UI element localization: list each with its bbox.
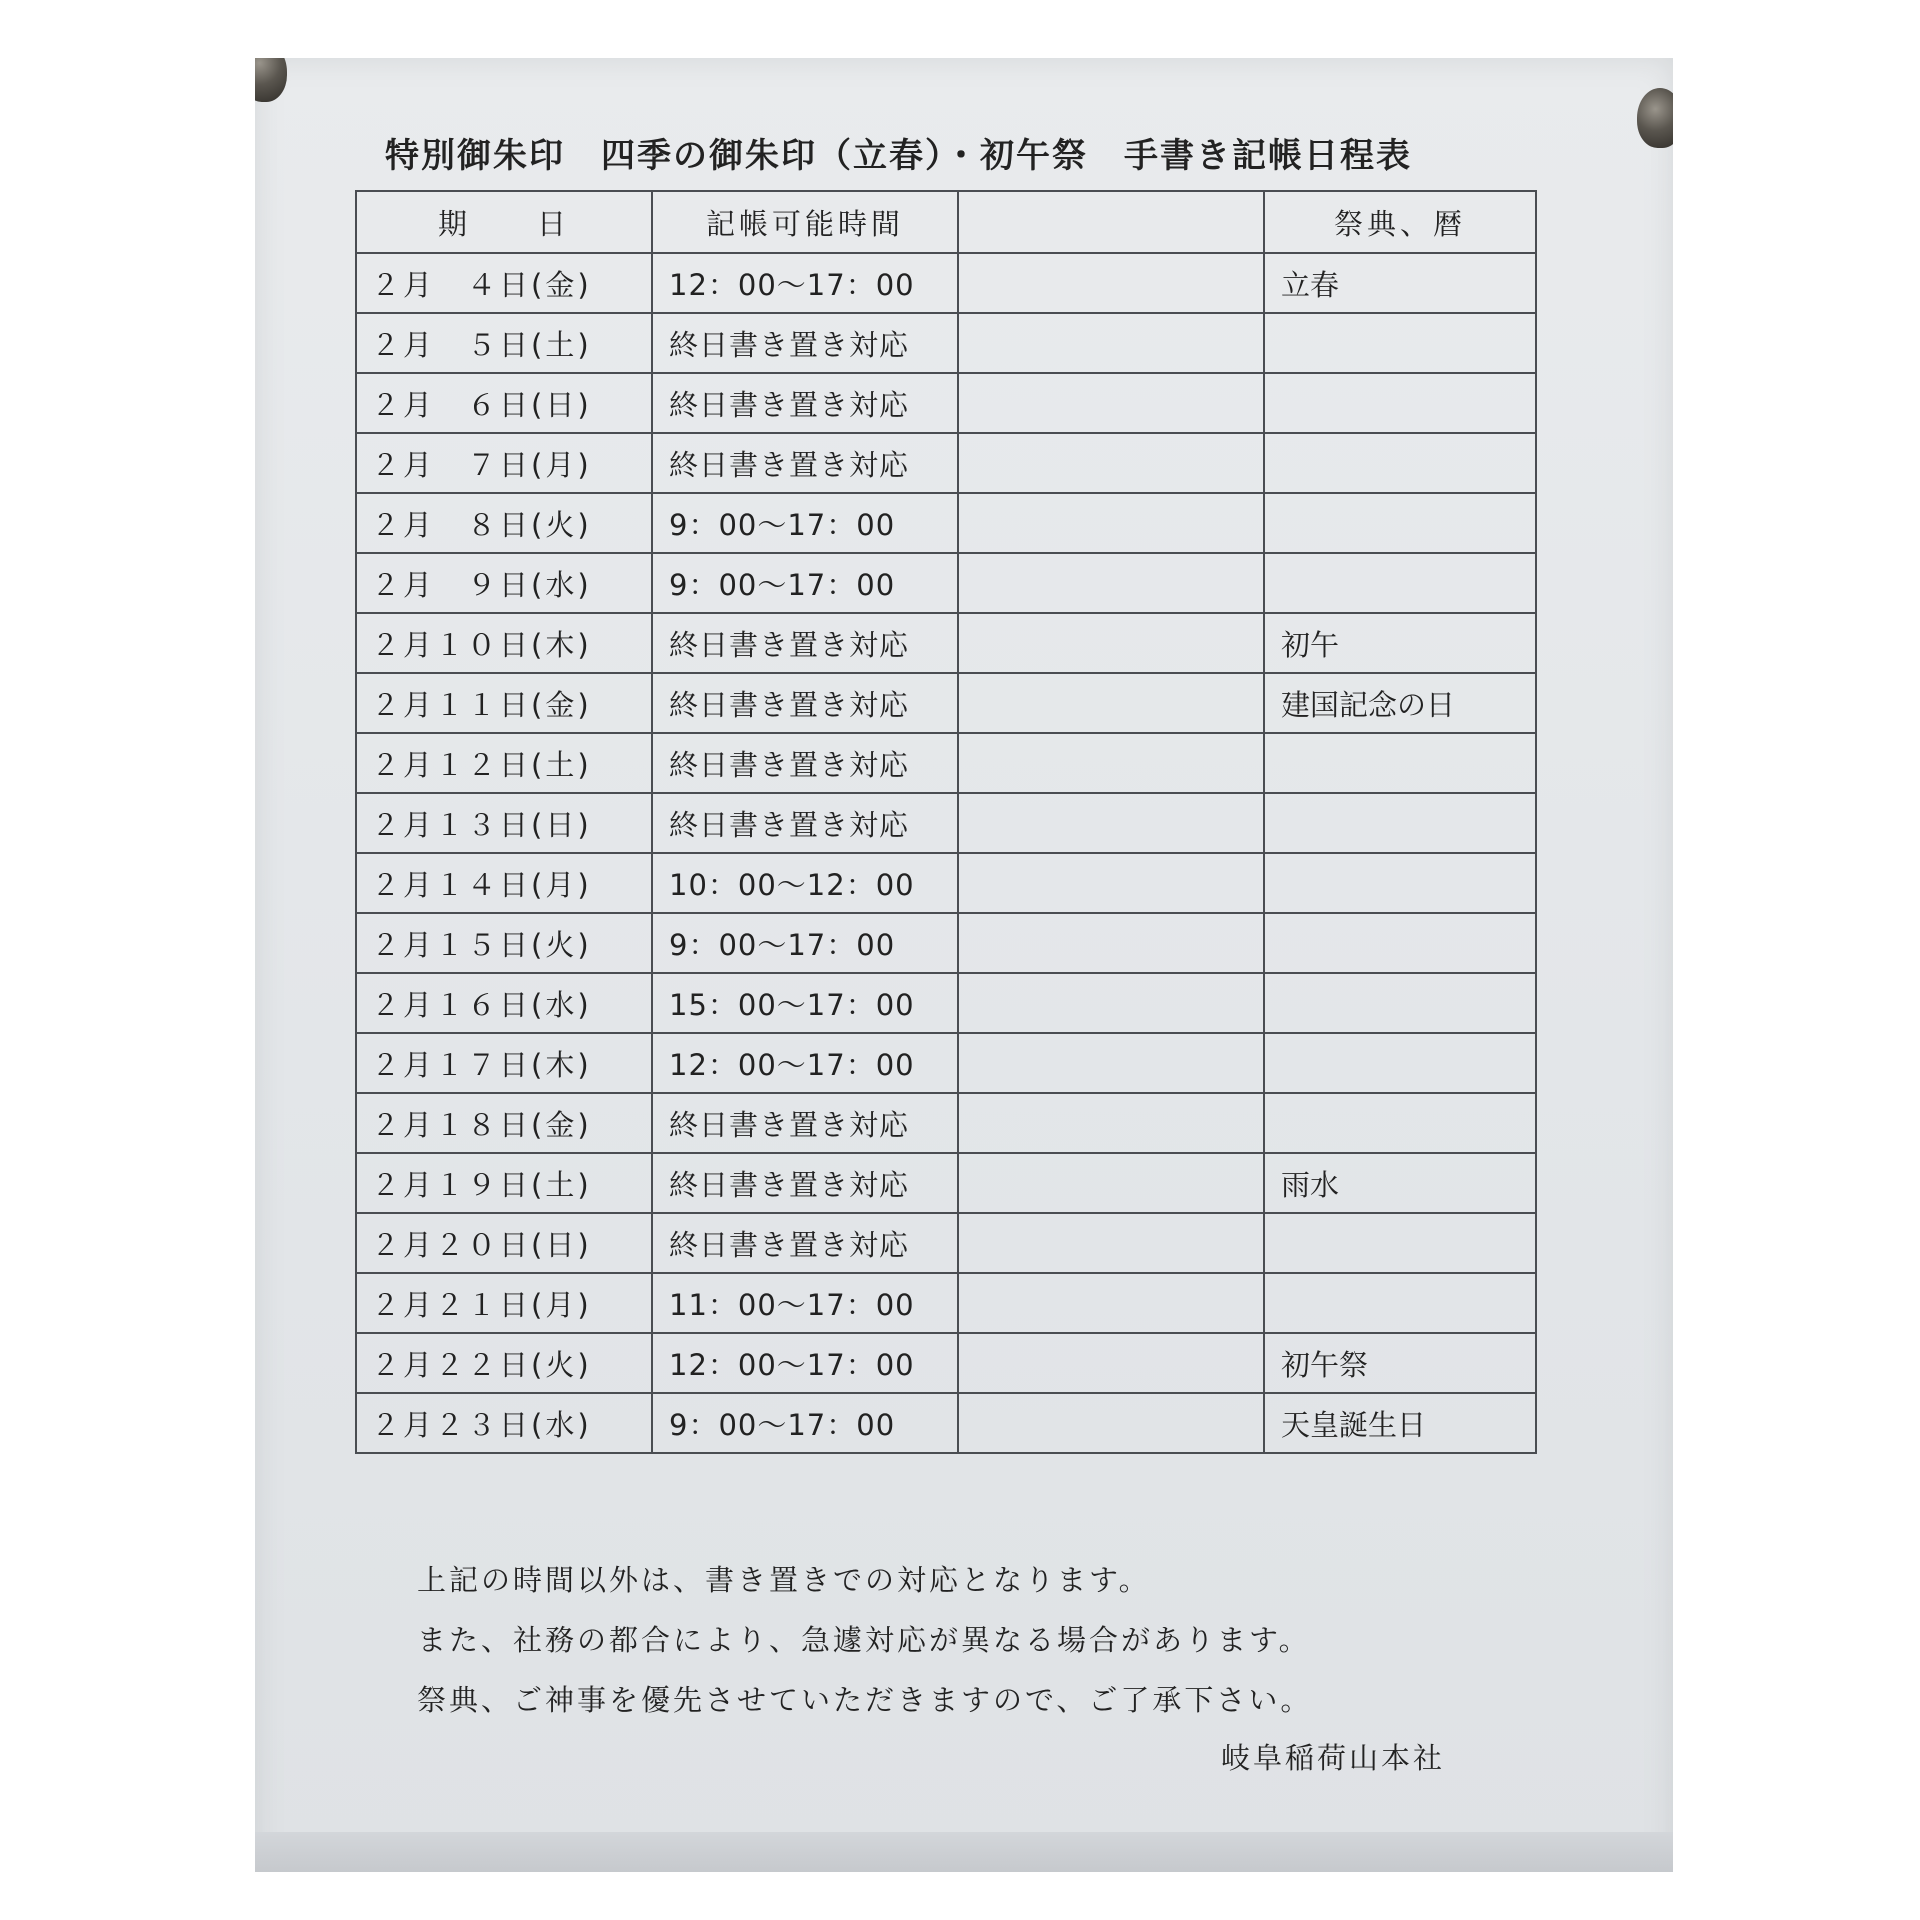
date-cell: ２月 ７日(月) <box>356 433 652 493</box>
date-cell: ２月 ４日(金) <box>356 253 652 313</box>
table-row <box>356 1213 1536 1273</box>
event-cell <box>1264 793 1536 853</box>
event-cell: 初午 <box>1264 613 1536 673</box>
note-line: 祭典、ご神事を優先させていただきますので、ご了承下さい。 <box>417 1683 1313 1717</box>
time-cell: 終日書き置き対応 <box>652 313 958 373</box>
table-row <box>356 673 1536 733</box>
note-line: 上記の時間以外は、書き置きでの対応となります。 <box>417 1563 1151 1597</box>
time-cell: 12：00～17：00 <box>652 1033 958 1093</box>
blank-cell <box>958 673 1264 733</box>
event-cell: 雨水 <box>1264 1153 1536 1213</box>
time-cell: 終日書き置き対応 <box>652 433 958 493</box>
blank-cell <box>958 253 1264 313</box>
pushpin-left-icon <box>255 58 287 102</box>
time-cell: 終日書き置き対応 <box>652 1153 958 1213</box>
time-cell: 12：00～17：00 <box>652 1333 958 1393</box>
blank-cell <box>958 1093 1264 1153</box>
table-row <box>356 493 1536 553</box>
blank-cell <box>958 433 1264 493</box>
blank-cell <box>958 613 1264 673</box>
blank-cell <box>958 853 1264 913</box>
time-cell: 終日書き置き対応 <box>652 1093 958 1153</box>
blank-cell <box>958 1273 1264 1333</box>
date-cell: ２月１４日(月) <box>356 853 652 913</box>
event-cell <box>1264 433 1536 493</box>
date-cell: ２月２３日(水) <box>356 1393 652 1453</box>
schedule-table <box>355 190 1537 1454</box>
table-row <box>356 313 1536 373</box>
time-cell: 終日書き置き対応 <box>652 673 958 733</box>
date-cell: ２月 ８日(火) <box>356 493 652 553</box>
event-cell <box>1264 733 1536 793</box>
time-cell: 15：00～17：00 <box>652 973 958 1033</box>
table-row <box>356 1033 1536 1093</box>
blank-cell <box>958 1333 1264 1393</box>
time-cell: 終日書き置き対応 <box>652 733 958 793</box>
table-header-row <box>356 191 1536 253</box>
pushpin-right-icon <box>1637 88 1673 148</box>
table-row <box>356 373 1536 433</box>
table-row <box>356 613 1536 673</box>
table-row <box>356 253 1536 313</box>
blank-cell <box>958 913 1264 973</box>
event-cell <box>1264 973 1536 1033</box>
event-cell <box>1264 313 1536 373</box>
document-title: 特別御朱印 四季の御朱印（立春）・初午祭 手書き記帳日程表 <box>385 136 1412 176</box>
posted-paper <box>255 58 1673 1872</box>
time-cell: 12：00～17：00 <box>652 253 958 313</box>
event-cell <box>1264 493 1536 553</box>
date-cell: ２月１３日(日) <box>356 793 652 853</box>
note-line: また、社務の都合により、急遽対応が異なる場合があります。 <box>417 1623 1311 1657</box>
event-cell <box>1264 913 1536 973</box>
event-cell <box>1264 553 1536 613</box>
time-cell: 終日書き置き対応 <box>652 373 958 433</box>
date-cell: ２月２２日(火) <box>356 1333 652 1393</box>
date-cell: ２月１５日(火) <box>356 913 652 973</box>
header-blank <box>958 191 1264 253</box>
date-cell: ２月 ５日(土) <box>356 313 652 373</box>
event-cell: 初午祭 <box>1264 1333 1536 1393</box>
blank-cell <box>958 733 1264 793</box>
date-cell: ２月１０日(木) <box>356 613 652 673</box>
table-row <box>356 1093 1536 1153</box>
table-row <box>356 733 1536 793</box>
date-cell: ２月２０日(日) <box>356 1213 652 1273</box>
event-cell: 立春 <box>1264 253 1536 313</box>
blank-cell <box>958 313 1264 373</box>
time-cell: 終日書き置き対応 <box>652 793 958 853</box>
date-cell: ２月１７日(木) <box>356 1033 652 1093</box>
date-cell: ２月 ６日(日) <box>356 373 652 433</box>
blank-cell <box>958 1393 1264 1453</box>
table-row <box>356 793 1536 853</box>
blank-cell <box>958 373 1264 433</box>
time-cell: 9：00～17：00 <box>652 913 958 973</box>
table-row <box>356 1153 1536 1213</box>
blank-cell <box>958 1153 1264 1213</box>
date-cell: ２月１６日(水) <box>356 973 652 1033</box>
event-cell <box>1264 1273 1536 1333</box>
time-cell: 11：00～17：00 <box>652 1273 958 1333</box>
event-cell <box>1264 1213 1536 1273</box>
time-cell: 終日書き置き対応 <box>652 613 958 673</box>
event-cell <box>1264 853 1536 913</box>
time-cell: 終日書き置き対応 <box>652 1213 958 1273</box>
blank-cell <box>958 1033 1264 1093</box>
date-cell: ２月１８日(金) <box>356 1093 652 1153</box>
paper-bottom-edge <box>255 1832 1673 1872</box>
header-time: 記帳可能時間 <box>652 191 958 253</box>
blank-cell <box>958 973 1264 1033</box>
table-row <box>356 433 1536 493</box>
time-cell: 9：00～17：00 <box>652 493 958 553</box>
blank-cell <box>958 793 1264 853</box>
table-row <box>356 1273 1536 1333</box>
shrine-signature: 岐阜稲荷山本社 <box>1220 1741 1445 1775</box>
table-row <box>356 1393 1536 1453</box>
event-cell: 建国記念の日 <box>1264 673 1536 733</box>
event-cell <box>1264 373 1536 433</box>
date-cell: ２月１１日(金) <box>356 673 652 733</box>
table-row <box>356 1333 1536 1393</box>
blank-cell <box>958 553 1264 613</box>
blank-cell <box>958 1213 1264 1273</box>
schedule-body <box>356 253 1536 1453</box>
header-date: 期 日 <box>356 191 652 253</box>
time-cell: 10：00～12：00 <box>652 853 958 913</box>
table-row <box>356 553 1536 613</box>
blank-cell <box>958 493 1264 553</box>
table-row <box>356 913 1536 973</box>
date-cell: ２月 ９日(水) <box>356 553 652 613</box>
notes <box>417 1550 1312 1730</box>
table-row <box>356 973 1536 1033</box>
date-cell: ２月１９日(土) <box>356 1153 652 1213</box>
table-row <box>356 853 1536 913</box>
event-cell: 天皇誕生日 <box>1264 1393 1536 1453</box>
event-cell <box>1264 1033 1536 1093</box>
date-cell: ２月２１日(月) <box>356 1273 652 1333</box>
header-event: 祭典、暦 <box>1264 191 1536 253</box>
time-cell: 9：00～17：00 <box>652 553 958 613</box>
time-cell: 9：00～17：00 <box>652 1393 958 1453</box>
event-cell <box>1264 1093 1536 1153</box>
date-cell: ２月１２日(土) <box>356 733 652 793</box>
